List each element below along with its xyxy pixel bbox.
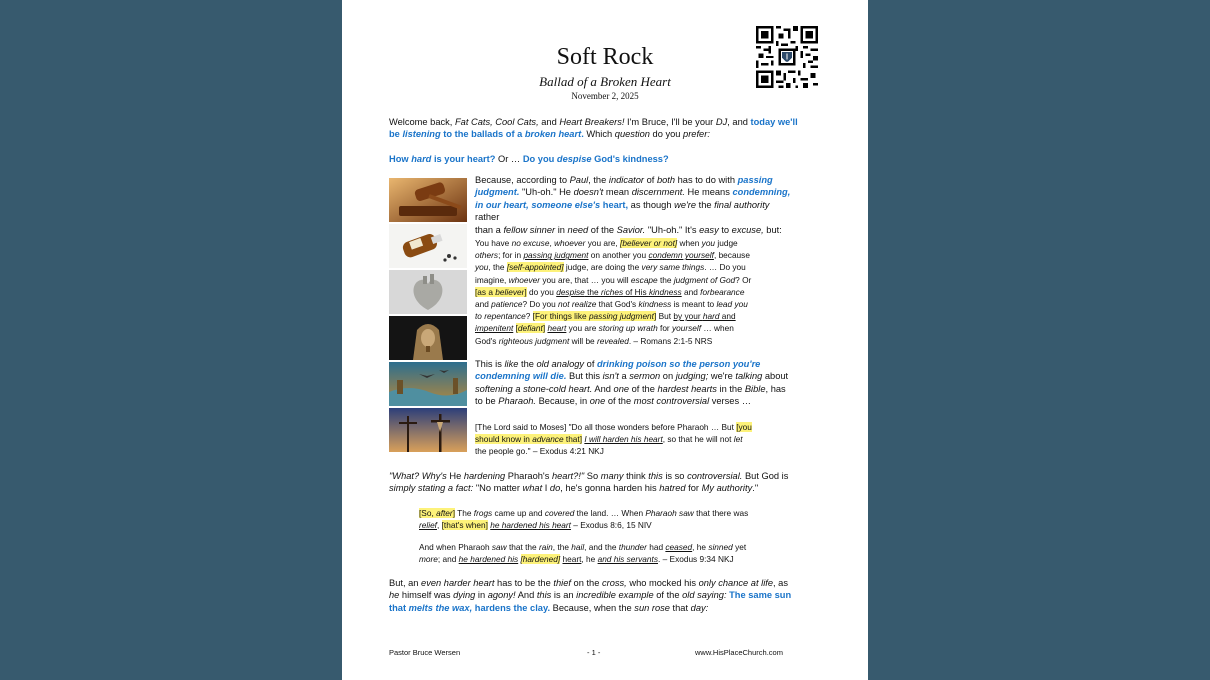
romans-quote: You have no excuse, whoever you are, [believer or not] when you judge others; for in passing judgment on another you condemn yourself, because you, the [self-appointed] judge, are doing the very same things. … Do you imagine, whoever you are, that … you will escape the judgment of God? Or [as a believer] do you despise the riches of His kindness and forbearance and patience? Do you not realize that God's kindness is meant to lead you to repentance? [For things like passing judgment] But by your hard and impenitent [defiant] heart you are storing up wrath for yourself … when God's righteous judgment will be revealed. – Romans 2:1-5 NRS	[475, 238, 752, 346]
controversial-paragraph: "What? Why's He hardening Pharaoh's heart?!" So many think this is so controversial. But God is simply stating a fact: "No matter what I do, he's gonna harden his hatred for My authority."	[389, 471, 789, 494]
exodus-9-quote: And when Pharaoh saw that the rain, the hail, and the thunder had ceased, he sinned yet more; and he hardened his [hardened] heart, he and his servants. – Exodus 9:34 NKJ	[419, 542, 747, 565]
crucifixion-image	[389, 408, 467, 452]
exodus-4-quote: [The Lord said to Moses] "Do all those wonders before Pharaoh … But [you should know in advance that] I will harden his heart, so that he will not let the people go." – Exodus 4:21 NKJ	[475, 422, 752, 457]
plague-scene-image	[389, 362, 467, 406]
thief-paragraph: But, an even harder heart has to be the thief on the cross, who mocked his only chance at life, as he himself was dying in agony! And this is an incredible example of the old saying: The same sun that melts the wax, hardens the clay. Because, when the sun rose that day:	[389, 578, 792, 613]
pharaoh-statue-image	[389, 316, 467, 360]
footer-website: www.HisPlaceChurch.com	[695, 648, 783, 657]
exodus-8-quote: [So, after] The frogs came up and covered the land. … When Pharaoh saw that there was relief, [that's when] he hardened his heart – Exodus 8:6, 15 NIV	[419, 508, 749, 531]
pharaoh-paragraph: This is like the old analogy of drinking poison so the person you're condemning will die. But this isn't a sermon on judging; we're talking about softening a stone-cold heart. And one of the hardest hearts in the Bible, has to be Pharaoh. Because, in one of the most controversial verses …	[475, 359, 789, 407]
page-title: Soft Rock	[556, 44, 654, 70]
poison-bottle-image	[389, 224, 467, 268]
gavel-image	[389, 178, 467, 222]
paul-paragraph: Because, according to Paul, the indicator of both has to do with passing judgment. "Uh-oh." He doesn't mean discernment. He means condemning, in our heart, someone else's heart, as though we're the final authority rather than a fellow sinner in need of the Savior. "Uh-oh." It's easy to excuse, but:	[475, 175, 791, 235]
footer-author: Pastor Bruce Wersen	[389, 648, 461, 657]
footer-page-number: - 1 -	[587, 648, 601, 657]
question-paragraph: How hard is your heart? Or … Do you despise God's kindness?	[389, 154, 669, 164]
document-page	[342, 0, 868, 680]
qr-code-icon	[756, 26, 818, 88]
stone-heart-image	[389, 270, 467, 314]
intro-paragraph: Welcome back, Fat Cats, Cool Cats, and Heart Breakers! I'm Bruce, I'll be your DJ, and today we'll be listening to the ballads of a broken heart. Which question do you prefer:	[389, 117, 798, 140]
page-subtitle: Ballad of a Broken Heart	[539, 74, 671, 89]
page-date: November 2, 2025	[571, 91, 639, 101]
